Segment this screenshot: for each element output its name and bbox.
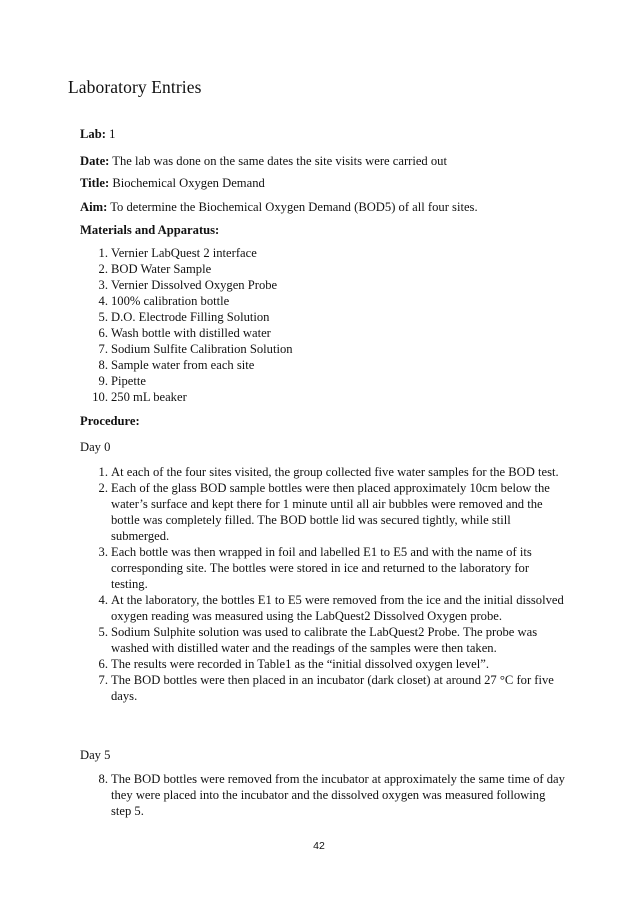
lab-label: Lab: [80,127,106,141]
title-line [80,175,570,191]
list-item: 8. The BOD bottles were removed from the incubator at approximately the same time of day they were placed into the incubator and the dissolved oxygen was measured following step 5. [98,772,565,818]
date-line [80,153,570,169]
list-item: 3. Each bottle was then wrapped in foil and labelled E1 to E5 and with the name of its corresponding site. The bottles were stored in ice and returned to the laboratory for testing. [98,545,532,591]
list-item: 5. Sodium Sulphite solution was used to calibrate the LabQuest2 Probe. The probe was washed with distilled water and the readings of the samples were then taken. [98,625,538,655]
list-item: 4. At the laboratory, the bottles E1 to E5 were removed from the ice and the initial dissolved oxygen reading was measured using the LabQuest2 Dissolved Oxygen probe. [98,593,564,623]
page-heading: Laboratory Entries [68,77,202,97]
page-number: 42 [313,840,325,852]
list-item: 2. BOD Water Sample [98,262,212,276]
materials-heading [80,222,570,238]
list-item: 9. Pipette [98,374,146,388]
title-value: Biochemical Oxygen Demand [112,176,265,190]
day5-steps [88,771,566,819]
list-item: 7. Sodium Sulfite Calibration Solution [98,342,293,356]
materials-list [88,245,558,405]
materials-label: Materials and Apparatus: [80,223,220,237]
day5-label: Day 5 [80,748,111,762]
lab-value: 1 [109,127,116,141]
list-item: 4. 100% calibration bottle [98,294,230,308]
day0-steps [88,464,566,704]
list-item: 3. Vernier Dissolved Oxygen Probe [98,278,278,292]
aim-label: Aim: [80,200,108,214]
day0-label: Day 0 [80,440,111,454]
list-item: 7. The BOD bottles were then placed in an incubator (dark closet) at around 27 °C for five days. [98,673,554,703]
aim-line [80,199,570,215]
procedure-label: Procedure: [80,414,140,428]
procedure-heading [80,413,570,429]
list-item: 5. D.O. Electrode Filling Solution [98,310,270,324]
list-item: 10. 250 mL beaker [92,390,187,404]
lab-line [80,126,570,142]
list-item: 1. At each of the four sites visited, the group collected five water samples for the BOD test. [98,465,559,479]
list-item: 6. The results were recorded in Table1 as the “initial dissolved oxygen level”. [98,657,489,671]
title-label: Title: [80,176,110,190]
list-item: 2. Each of the glass BOD sample bottles were then placed approximately 10cm below the water’s surface and kept there for 1 minute until all air bubbles were removed and the bottle was completely filled. The BOD bottle lid was secured tightly, while still submerged. [98,481,550,543]
list-item: 8. Sample water from each site [98,358,255,372]
list-item: 1. Vernier LabQuest 2 interface [98,246,257,260]
date-label: Date: [80,154,110,168]
list-item: 6. Wash bottle with distilled water [98,326,271,340]
date-value: The lab was done on the same dates the site visits were carried out [112,154,447,168]
aim-value: To determine the Biochemical Oxygen Demand (BOD5) of all four sites. [110,200,478,214]
